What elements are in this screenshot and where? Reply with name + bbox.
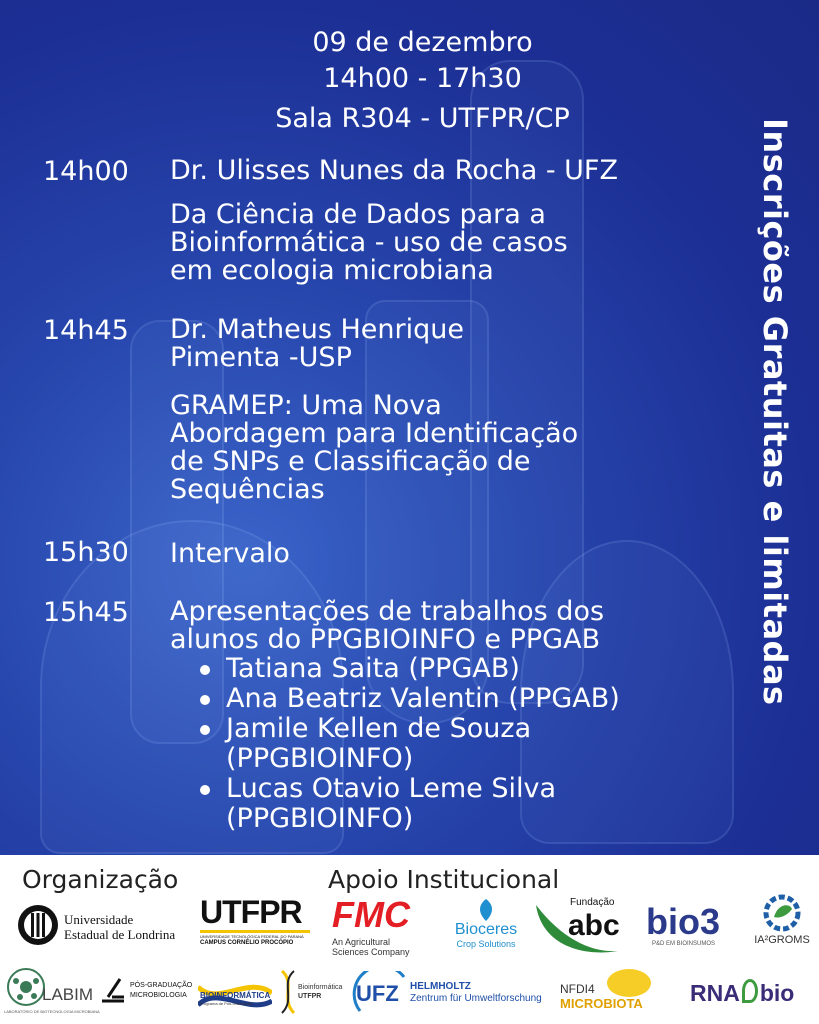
bio3-logo: bio3 P&D EM BIOINSUMOS [646,901,721,947]
uel-emblem-icon [16,903,60,947]
dna-helix-icon [278,969,298,1015]
event-date: 09 de dezembro [312,27,533,58]
cell-network-icon [6,967,46,1007]
organization-label: Organização [22,865,179,894]
list-item: Tatiana Saita (PPGAB) [198,654,718,684]
ufz-logo: UFZ HELMHOLTZ Zentrum für Umweltforschung [352,971,552,1015]
labim-logo: LABIM LABORATÓRIO DE BIOTECNOLOGIA MICROBIANA [4,967,96,1019]
list-item: Lucas Otavio Leme Silva (PPGBIOINFO) [198,774,718,834]
leaf-icon [742,979,758,1003]
sponsors-footer [0,855,819,1024]
speaker-name: Dr. Ulisses Nunes da Rocha - UFZ [170,155,618,186]
presentations-title: Apresentações de trabalhos dos alunos do PPGBIOINFO e PPGAB [170,596,605,655]
schedule-time: 15h30 [43,537,129,568]
student-list [198,654,718,834]
registration-banner: Inscrições Gratuitas e limitadas [756,118,794,706]
speaker-name: Dr. Matheus Henrique Pimenta -USP [170,314,464,373]
support-label: Apoio Institucional [328,865,560,894]
talk-title: GRAMEP: Uma Nova Abordagem para Identificação de SNPs e Classificação de Sequências [170,390,579,505]
event-time: 14h00 - 17h30 [323,63,522,94]
talk-title: Da Ciência de Dados para a Bioinformática - uso de casos em ecologia microbiana [170,199,568,286]
gear-leaf-icon [762,893,802,933]
microscope-icon [98,975,128,1003]
rnabio-logo: RNA bio [690,980,795,1006]
fmc-logo: FMC An Agricultural Sciences Company [332,894,410,957]
fundacao-abc-logo: Fundação abc [532,895,624,959]
schedule-time: 14h45 [43,315,129,346]
utfpr-logo: UTFPR UNIVERSIDADE TECNOLÓGICA FEDERAL DO PARANÁ CAMPUS CORNÉLIO PROCÓPIO [200,895,310,955]
posgrad-micro-logo: PÓS-GRADUAÇÃO MICROBIOLOGIA [98,973,198,1013]
schedule-time: 14h00 [43,156,129,187]
nfdi4-microbiota-logo: NFDI4 MICROBIOTA [560,965,660,1017]
bioinfo-utfpr-logo: Bioinformática UTFPR [278,969,344,1017]
bioceres-logo: Bioceres Crop Solutions [446,899,526,957]
list-item: Jamile Kellen de Souza (PPGBIOINFO) [198,714,718,774]
break-label: Intervalo [170,538,290,569]
event-place: Sala R304 - UTFPR/CP [275,103,570,134]
leaf-icon [476,899,496,921]
ia2groms-logo: IA²GROMS [748,893,816,963]
uel-logo: Universidade Estadual de Londrina [16,903,196,949]
bioinformatica-logo: BIOINFORMÁTICA Programa de Pós-Graduação [198,979,272,1015]
schedule-time: 15h45 [43,597,129,628]
list-item: Ana Beatriz Valentin (PPGAB) [198,684,718,714]
